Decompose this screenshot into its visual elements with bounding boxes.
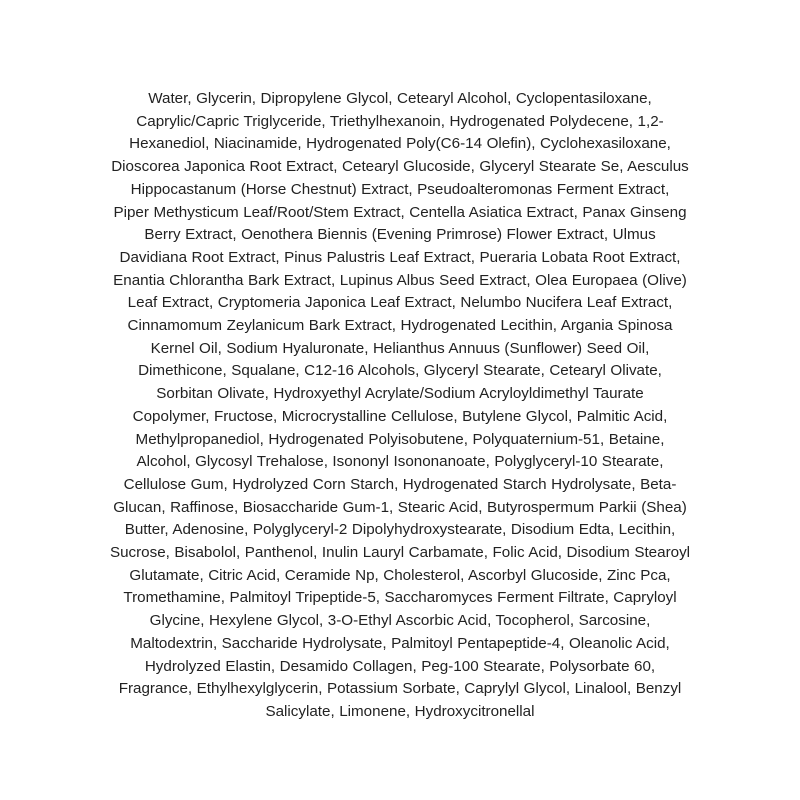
ingredient-line: Alcohol, Glycosyl Trehalose, Isononyl Isononanoate, Polyglyceryl-10 Stearate, [136,453,664,471]
ingredient-line: Dioscorea Japonica Root Extract, Cetearyl Glucoside, Glyceryl Stearate Se, Aesculus [111,158,689,176]
ingredient-line: Hippocastanum (Horse Chestnut) Extract, Pseudoalteromonas Ferment Extract, [130,180,670,198]
ingredient-line: Berry Extract, Oenothera Biennis (Evening Primrose) Flower Extract, Ulmus [144,226,656,244]
ingredient-line: Hydrolyzed Elastin, Desamido Collagen, Peg-100 Stearate, Polysorbate 60, [144,657,656,675]
ingredients-list [60,88,740,724]
ingredient-line: Methylpropanediol, Hydrogenated Polyisobutene, Polyquaternium-51, Betaine, [135,430,665,448]
ingredient-line: Caprylic/Capric Triglyceride, Triethylhexanoin, Hydrogenated Polydecene, 1,2- [136,112,664,130]
ingredient-line: Cinnamomum Zeylanicum Bark Extract, Hydrogenated Lecithin, Argania Spinosa [127,317,673,335]
ingredient-line: Glycine, Hexylene Glycol, 3-O-Ethyl Ascorbic Acid, Tocopherol, Sarcosine, [149,612,651,630]
ingredient-line: Hexanediol, Niacinamide, Hydrogenated Poly(C6-14 Olefin), Cyclohexasiloxane, [129,135,671,153]
ingredient-line: Glutamate, Citric Acid, Ceramide Np, Cholesterol, Ascorbyl Glucoside, Zinc Pca, [129,566,671,584]
ingredient-line: Butter, Adenosine, Polyglyceryl-2 Dipolyhydroxystearate, Disodium Edta, Lecithin, [124,521,676,539]
ingredient-line: Salicylate, Limonene, Hydroxycitronellal [265,702,535,720]
ingredient-line: Sorbitan Olivate, Hydroxyethyl Acrylate/Sodium Acryloyldimethyl Taurate [156,385,644,403]
ingredient-line: Piper Methysticum Leaf/Root/Stem Extract, Centella Asiatica Extract, Panax Ginseng [113,203,687,221]
ingredient-line: Copolymer, Fructose, Microcrystalline Cellulose, Butylene Glycol, Palmitic Acid, [132,407,668,425]
ingredient-line: Enantia Chlorantha Bark Extract, Lupinus Albus Seed Extract, Olea Europaea (Olive) [113,271,687,289]
ingredient-line: Maltodextrin, Saccharide Hydrolysate, Palmitoyl Pentapeptide-4, Oleanolic Acid, [130,634,670,652]
ingredient-line: Fragrance, Ethylhexylglycerin, Potassium Sorbate, Caprylyl Glycol, Linalool, Benzyl [118,680,682,698]
ingredient-line: Tromethamine, Palmitoyl Tripeptide-5, Saccharomyces Ferment Filtrate, Capryloyl [123,589,677,607]
ingredient-line: Cellulose Gum, Hydrolyzed Corn Starch, Hydrogenated Starch Hydrolysate, Beta- [123,475,677,493]
ingredient-line: Sucrose, Bisabolol, Panthenol, Inulin Lauryl Carbamate, Folic Acid, Disodium Stearoyl [109,544,691,562]
ingredient-line: Leaf Extract, Cryptomeria Japonica Leaf Extract, Nelumbo Nucifera Leaf Extract, [127,294,673,312]
ingredient-line: Water, Glycerin, Dipropylene Glycol, Cetearyl Alcohol, Cyclopentasiloxane, [148,90,652,107]
ingredient-line: Davidiana Root Extract, Pinus Palustris Leaf Extract, Pueraria Lobata Root Extract, [119,248,681,266]
ingredient-line: Dimethicone, Squalane, C12-16 Alcohols, Glyceryl Stearate, Cetearyl Olivate, [138,362,662,380]
ingredient-line: Kernel Oil, Sodium Hyaluronate, Helianthus Annuus (Sunflower) Seed Oil, [150,339,650,357]
ingredient-line: Glucan, Raffinose, Biosaccharide Gum-1, Stearic Acid, Butyrospermum Parkii (Shea) [113,498,687,516]
